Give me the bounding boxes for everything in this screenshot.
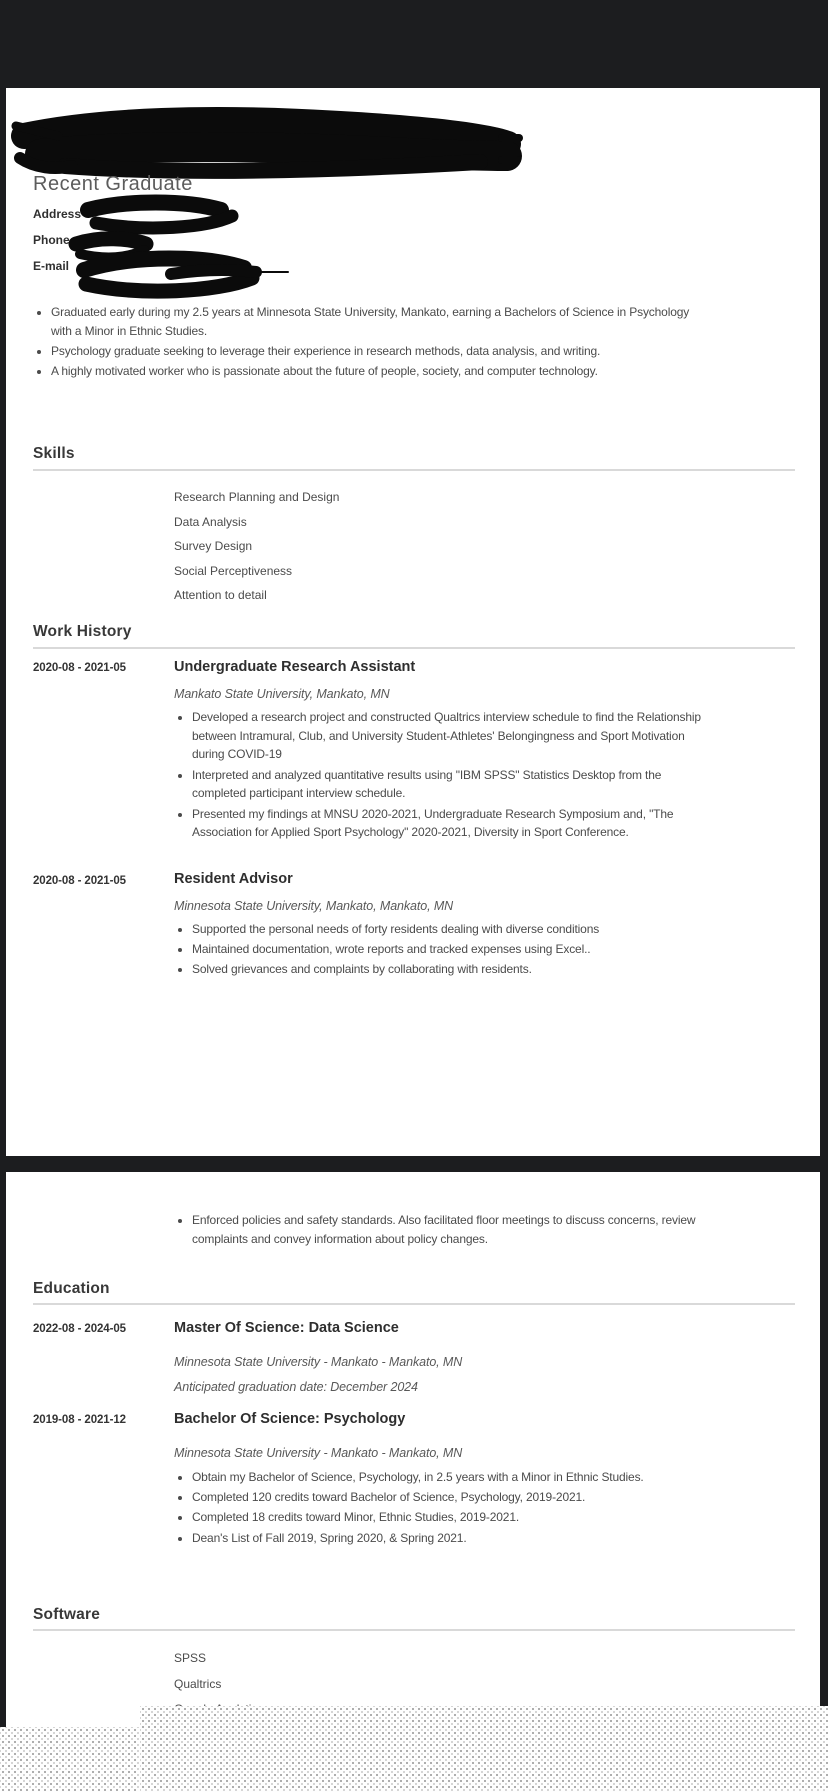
- education-degree: Master Of Science: Data Science: [174, 1320, 399, 1336]
- job-bullet: • Solved grievances and complaints by collaborating with residents.: [192, 960, 706, 979]
- resume-page-1: [6, 88, 820, 1156]
- section-rule: [33, 647, 795, 649]
- job-bullet: • Enforced policies and safety standards. Also facilitated floor meetings to discuss concerns, review complaints and convey information about policy changes.: [192, 1211, 706, 1248]
- summary-bullet: • Psychology graduate seeking to leverage their experience in research methods, data analysis, and writing.: [51, 342, 706, 361]
- software-item: Qualtrics: [174, 1676, 222, 1691]
- section-rule: [33, 1629, 795, 1631]
- skill-item: Social Perceptiveness: [174, 563, 293, 578]
- education-dates: 2019-08 - 2021-12: [33, 1414, 126, 1426]
- skill-item: Survey Design: [174, 539, 253, 553]
- education-bullet: • Completed 120 credits toward Bachelor of Science, Psychology, 2019-2021.: [192, 1488, 706, 1507]
- section-rule: [33, 1303, 795, 1305]
- education-bullet: • Completed 18 credits toward Minor, Ethnic Studies, 2019-2021.: [192, 1508, 706, 1527]
- job-title: Resident Advisor: [174, 871, 293, 887]
- section-title-skills: Skills: [33, 445, 75, 462]
- summary-bullet: • A highly motivated worker who is passionate about the future of people, society, and computer technology.: [51, 362, 706, 381]
- job-bullet-list: [174, 920, 706, 981]
- job-bullet: • Maintained documentation, wrote reports and tracked expenses using Excel..: [192, 940, 706, 959]
- summary-list: [33, 303, 706, 382]
- contact-label-address: Address: [33, 207, 82, 221]
- halftone-dot-pattern: [0, 1727, 140, 1792]
- job-bullet: • Supported the personal needs of forty residents dealing with diverse conditions: [192, 920, 706, 939]
- education-note: Anticipated graduation date: December 2024: [174, 1380, 418, 1394]
- job-location: Mankato State University, Mankato, MN: [174, 687, 390, 701]
- job-bullet: • Interpreted and analyzed quantitative results using "IBM SPSS" Statistics Desktop from the completed participant interview schedule.: [192, 766, 706, 803]
- redaction-scribble-name: [10, 110, 525, 174]
- job-dates: 2020-08 - 2021-05: [33, 662, 126, 674]
- job-dates: 2020-08 - 2021-05: [33, 875, 126, 887]
- education-school: Minnesota State University - Mankato - Mankato, MN: [174, 1355, 463, 1369]
- education-school: Minnesota State University - Mankato - Mankato, MN: [174, 1446, 463, 1460]
- education-degree: Bachelor Of Science: Psychology: [174, 1411, 406, 1427]
- redaction-scribble-contact: [66, 194, 316, 304]
- halftone-dot-pattern: [140, 1706, 828, 1792]
- skill-item: Attention to detail: [174, 588, 267, 602]
- job-bullet: • Presented my findings at MNSU 2020-2021, Undergraduate Research Symposium and, "The Association for Applied Sport Psychology" 2020-2021, Diversity in Sport Conference.: [192, 805, 706, 842]
- education-bullet: • Dean's List of Fall 2019, Spring 2020, & Spring 2021.: [192, 1529, 706, 1548]
- section-title-software: Software: [33, 1606, 101, 1623]
- resume-page-2: [6, 1172, 820, 1792]
- contact-label-email: E-mail: [33, 259, 70, 273]
- subtitle-recent-graduate: Recent Graduate: [33, 173, 193, 195]
- skills-list: [174, 485, 339, 608]
- job-bullet-list-continued: [174, 1211, 706, 1250]
- contact-label-phone: Phone: [33, 233, 70, 247]
- job-title: Undergraduate Research Assistant: [174, 659, 416, 675]
- education-bullet-list: [174, 1468, 706, 1549]
- skill-item: Data Analysis: [174, 514, 247, 529]
- software-item: SPSS: [174, 1651, 207, 1665]
- summary-bullet: • Graduated early during my 2.5 years at Minnesota State University, Mankato, earning a Bachelors of Science in Psychology with a Minor in Ethnic Studies.: [51, 303, 706, 340]
- job-bullet-list: [174, 708, 706, 843]
- education-bullet: • Obtain my Bachelor of Science, Psychology, in 2.5 years with a Minor in Ethnic Studies.: [192, 1468, 706, 1487]
- job-location: Minnesota State University, Mankato, Mankato, MN: [174, 899, 454, 913]
- section-title-education: Education: [33, 1280, 110, 1297]
- section-title-work-history: Work History: [33, 623, 132, 640]
- job-bullet: • Developed a research project and constructed Qualtrics interview schedule to find the Relationship between Intramural, Club, and University Student-Athletes' Belongingness and Sport Motivation during COVID-19: [192, 708, 706, 764]
- education-dates: 2022-08 - 2024-05: [33, 1323, 126, 1335]
- section-rule: [33, 469, 795, 471]
- skill-item: Research Planning and Design: [174, 490, 340, 504]
